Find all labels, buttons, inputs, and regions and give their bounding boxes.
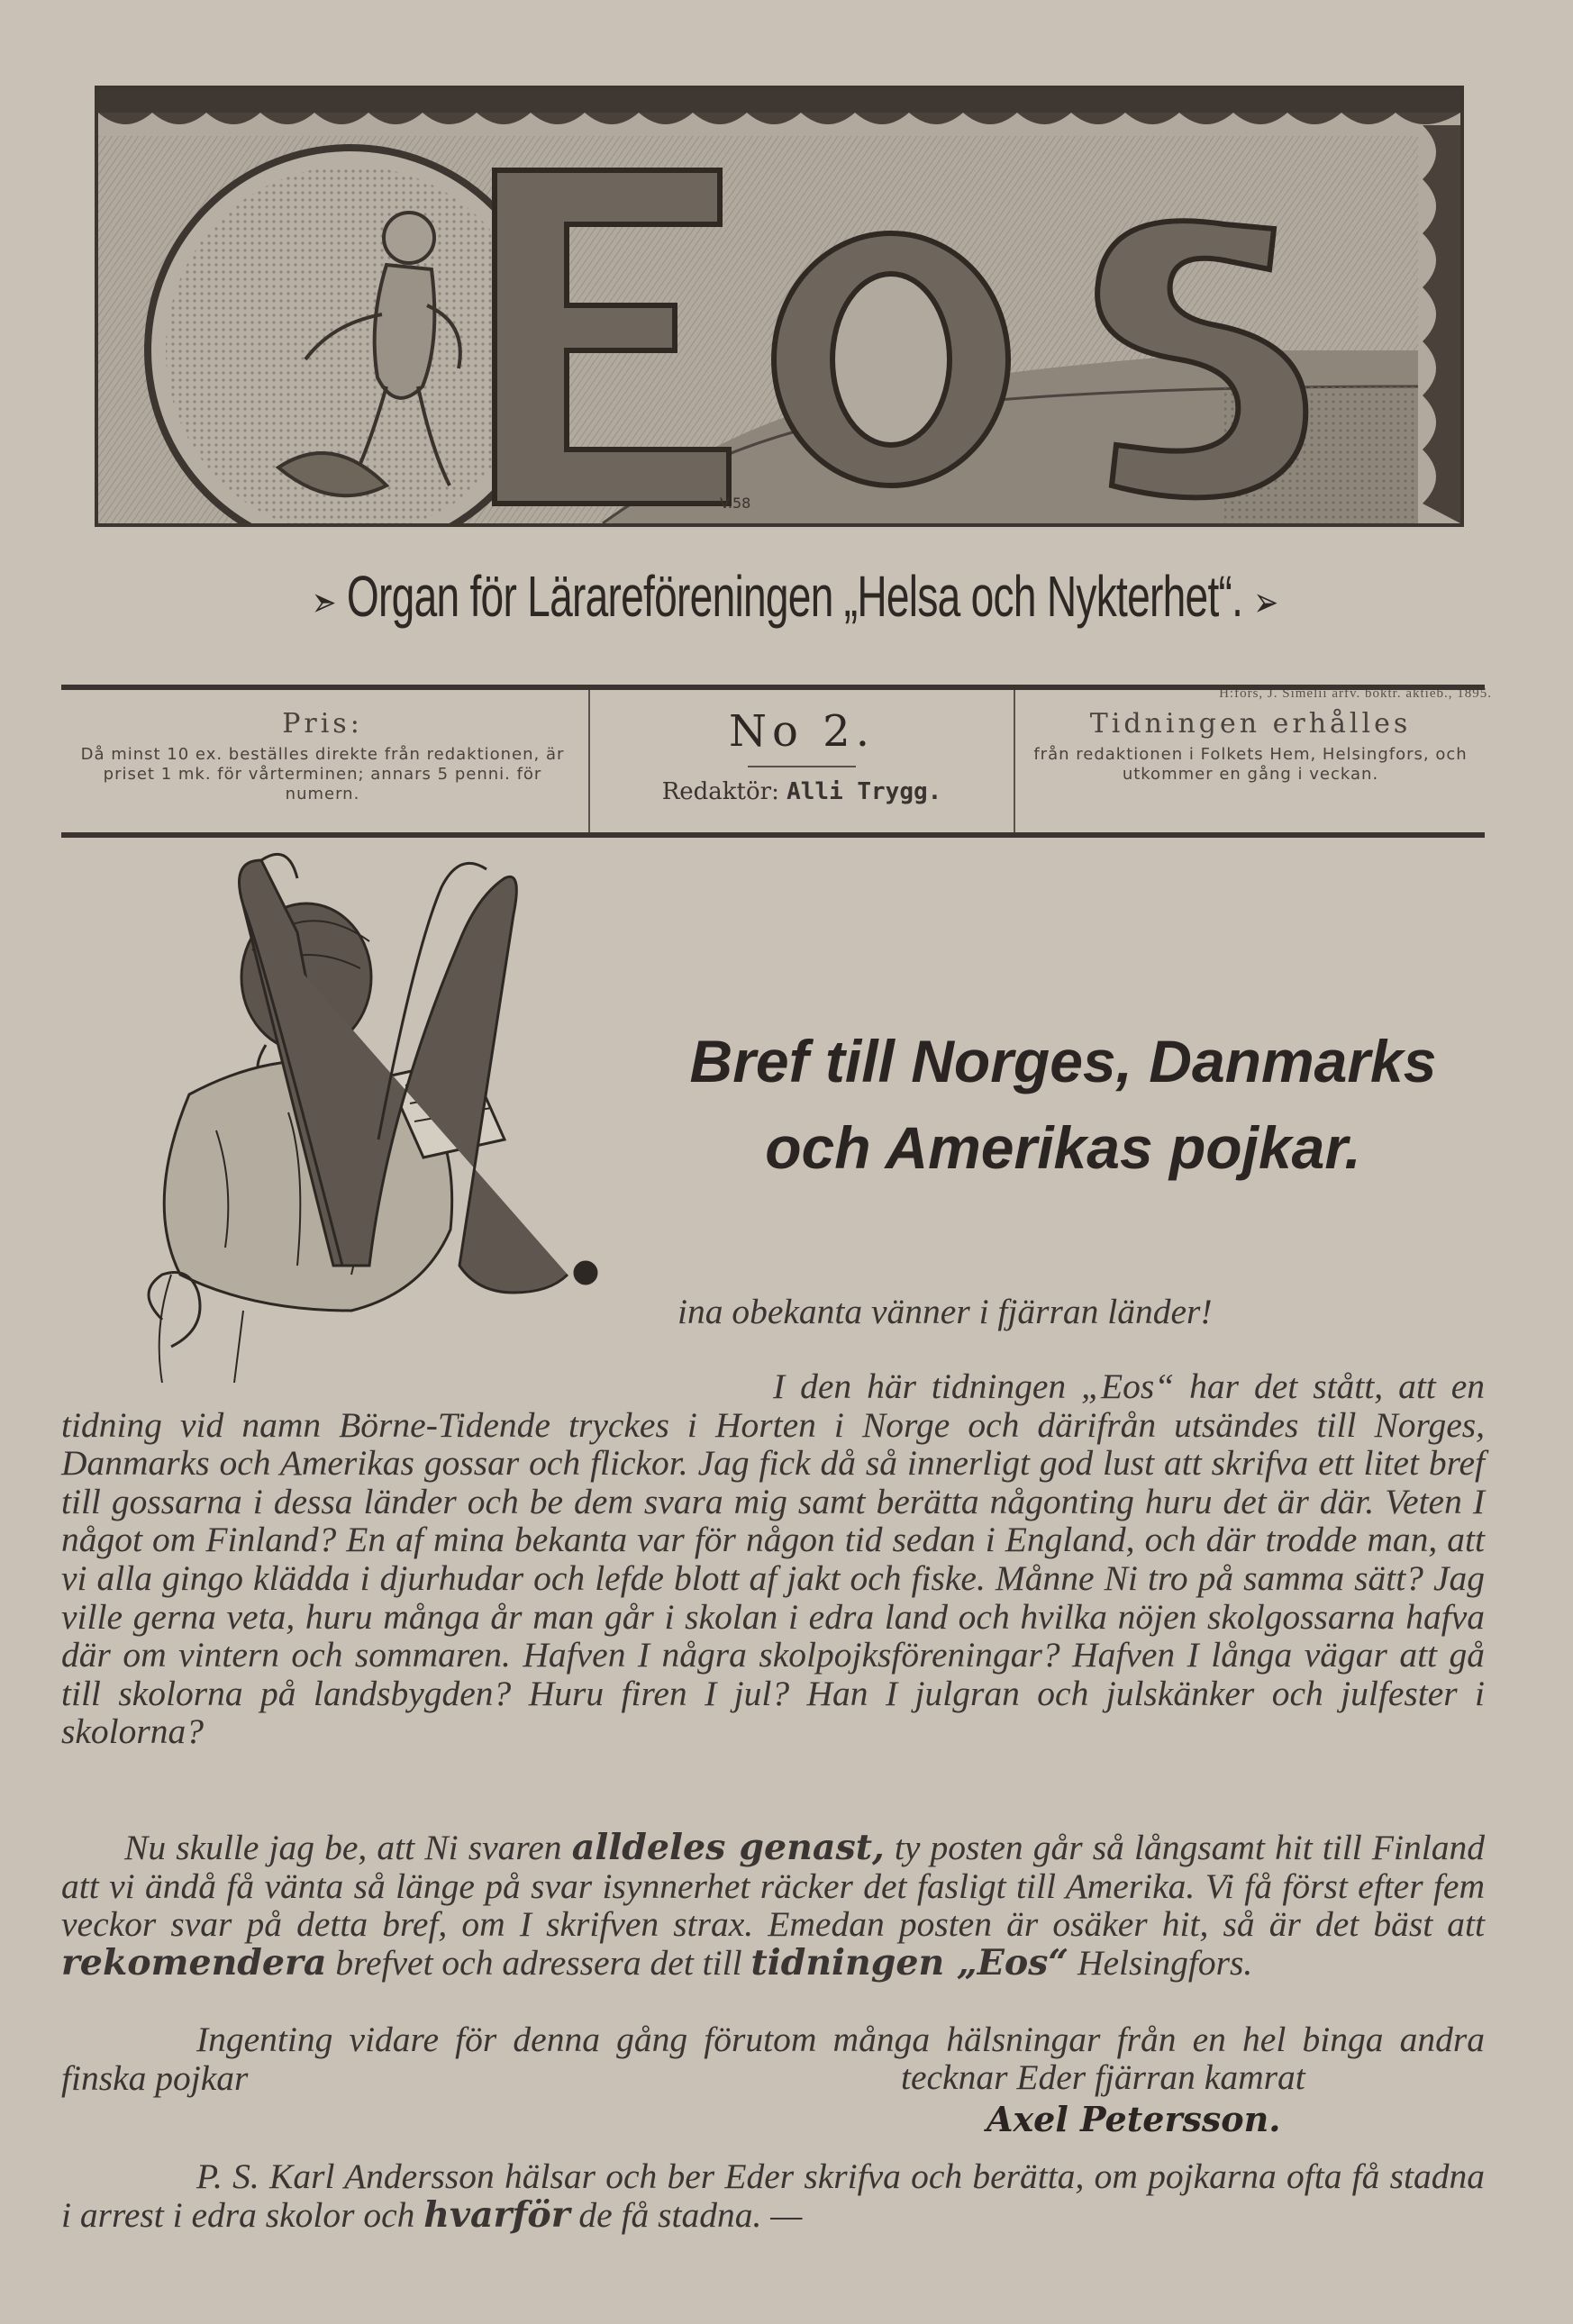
paragraph-2-part-a: Nu skulle jag be, att Ni svaren — [124, 1828, 572, 1867]
publication-subtitle — [311, 563, 1278, 630]
article-headline — [622, 1018, 1505, 1191]
availability-heading: Tidningen erhålles — [1089, 708, 1412, 740]
postscript-part-c: de få stadna. — — [569, 2194, 803, 2235]
masthead-illustration — [95, 86, 1464, 527]
editor-line — [590, 778, 1014, 805]
postscript-part-a: P. S. Karl Andersson hälsar och ber Eder skrifva och berätta, om pojkarna ofta få stadna i arrest i edra skolor och — [61, 2156, 1485, 2235]
paragraph-3: Ingenting vidare för denna gång förutom många hälsningar från en hel binga andra finska pojkar — [61, 2020, 1485, 2098]
boy-reading-drop-cap-illustration — [81, 842, 694, 1383]
emphasis-tidningen-eos: tidningen „Eos“ — [750, 1941, 1069, 1984]
paragraph-2-part-g: Helsingfors. — [1068, 1942, 1253, 1983]
issue-number: No 2. — [729, 706, 875, 757]
artist-signature: V.58 — [720, 495, 751, 512]
printer-line: H:fors, J. Simelii arfv. boktr. aktieb., 1895. — [1219, 686, 1492, 701]
price-heading: Pris: — [282, 708, 363, 740]
issue-divider — [748, 766, 856, 767]
editor-label: Redaktör: — [661, 778, 779, 805]
ornament-right-icon: ➢ — [1253, 577, 1278, 626]
paragraph-2-part-e: brefvet och adressera det till — [326, 1942, 751, 1983]
emphasis-hvarfor: hvarför — [423, 2193, 570, 2236]
headline-line-2: och Amerikas pojkar. — [765, 1114, 1361, 1181]
signoff: tecknar Eder fjärran kamrat — [901, 2057, 1305, 2097]
paragraph-2 — [61, 1829, 1485, 1982]
paragraph-1: I den här tidningen „Eos“ har det stått, att en tidning vid namn Börne-Tidende tryckes i Horten i Norge och därifrån utsändes till Norges, Danmarks och Amerikas gossar och flickor. Jag fick då så innerligt god lust att skrifva ett litet bref till gossarna i dessa länder och be dem svara mig samt berätta någonting huru det är där. Veten I något om Finland? En af mina bekanta var för någon tid sedan i England, och där trodde man, att vi alla gingo klädda i djurhudar och lefde blott af jakt och fiske. Månne Ni tro på samma sätt? Jag ville gerna veta, huru många år man går i skolan i edra land och hvilka nöjen skolgossarna hafva där om vintern och sommaren. Hafven I några skolpojksföreningar? Hafven I långa vägar att gå till skolorna på landsbygden? Huru firen I jul? Han I julgran och julskänker och julfester i skolorna? — [61, 1366, 1485, 1752]
issue-column — [588, 690, 1015, 832]
postscript — [61, 2157, 1485, 2234]
drop-cap-text: M — [81, 842, 82, 843]
signature: Axel Petersson. — [987, 2099, 1281, 2139]
price-column — [61, 690, 584, 832]
headline-line-1: Bref till Norges, Danmarks — [689, 1028, 1437, 1094]
info-bar — [61, 685, 1485, 838]
availability-column — [1016, 690, 1485, 832]
emphasis-alldeles-genast: alldeles genast, — [571, 1827, 885, 1868]
subtitle-text: Organ för Lärareföreningen „Helsa och Nykterhet“. — [346, 564, 1243, 629]
ornament-left-icon: ➣ — [311, 577, 336, 626]
paragraph-2-part-c: ty posten går så långsamt hit till Finland att vi ändå få vänta så länge på svar isynnerhet räcker det fasligt till Amerika. Vi få först efter fem veckor svar på detta bref, om I skrifven strax. Emedan posten är osäker hit, så är det bäst att — [61, 1828, 1485, 1945]
availability-text: från redaktionen i Folkets Hem, Helsingfors, och utkommer en gång i veckan. — [1033, 745, 1468, 784]
price-text: Då minst 10 ex. beställes direkte från redaktionen, är priset 1 mk. för vårterminen; annars 5 penni. för numern. — [80, 745, 565, 803]
emphasis-rekomendera: rekomendera — [61, 1941, 327, 1984]
eos-masthead-art — [98, 89, 1460, 523]
salutation: ina obekanta vänner i fjärran länder! — [677, 1292, 1213, 1331]
editor-name: Alli Trygg. — [786, 778, 942, 805]
